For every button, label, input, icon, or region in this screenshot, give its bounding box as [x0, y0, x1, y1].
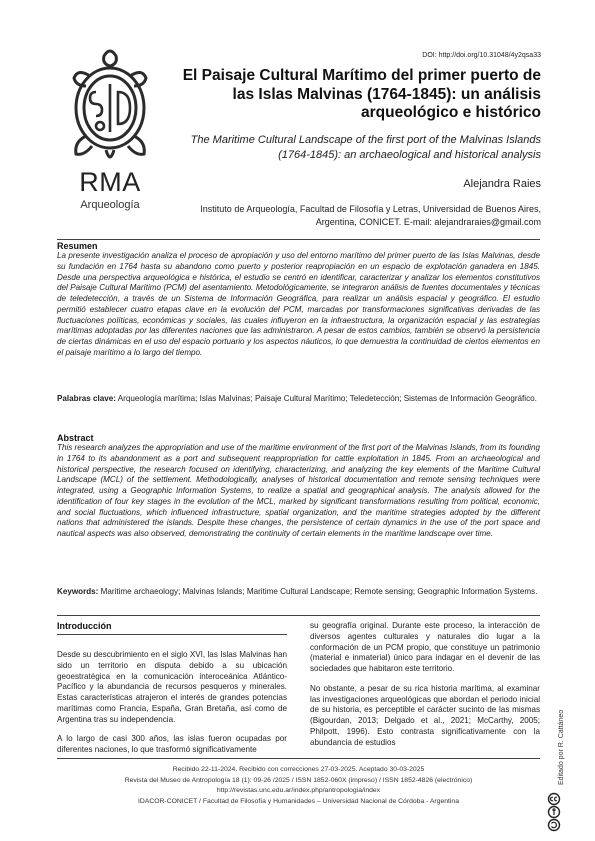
resumen-text: La presente investigación analiza el proceso de apropiación y uso del entorno marítimo del primer puerto de las Islas Malvinas, desde su fundación en 1764 hasta su abandono como puerto y posterior reapropiación en un espacio de explotación ganadera en 1845. Desde una perspectiva arqueológica e histórica, el estudio se centró en identificar, caracterizar y analizar los elementos constitutivos del Paisaje Cultural Marítimo (PCM) del asentamiento. Metodológicamente, se integraron análisis de fuentes documentales y técnicas de teledetección, a través de un Sistema de Información Geográfica, para realizar un análisis espacial y geográfico. El estudio permitió establecer cuatro etapas clave en la evolución del PCM, marcadas por transformaciones significativas derivadas de las fluctuaciones políticas, económicas y sociales, las cuales influyeron en la infraestructura, la organización espacial y las estrategias marítimas adoptadas por las diferentes naciones que las administraron. A pesar de estos cambios, también se observó la persistencia de ciertas dinámicas en el uso del espacio portuario y los aspectos náuticos, lo que demuestra la continuidad de ciertos elementos en el paisaje marítimo a lo largo del tiempo.: [57, 251, 540, 357]
article-title-english: The Maritime Cultural Landscape of the first port of the Malvinas Islands (1764-1845): an archaeological and historical analysis: [190, 134, 541, 161]
footer-dates: Recibido 22-11-2024. Recibido con correcciones 27-03-2025. Aceptado 30-03-2025: [172, 766, 425, 773]
editor-credit-text: Editado por R. Cattáneo: [558, 709, 565, 785]
journal-logo: [50, 46, 170, 211]
intro-heading: [57, 621, 287, 635]
intro-column-right: [310, 621, 540, 757]
palabras-clave-text: Arqueología marítima; Islas Malvinas; Paisaje Cultural Marítimo; Teledetección; Sistemas de Información Geográfico.: [117, 394, 537, 403]
editor-credit: [547, 690, 565, 790]
intro-paragraph: A lo largo de casi 300 años, las islas fueron ocupadas por diferentes naciones, lo que trasformó significativamente: [57, 734, 287, 754]
palabras-clave-label: Palabras clave:: [57, 394, 116, 403]
intro-paragraph: No obstante, a pesar de su rica historia marítima, al examinar las investigaciones arqueológicas que abordan el periodo inicial de su historia, es perceptible el carácter sucinto de las mismas (Bigourdan, 2013; Delgado et al., 2021; McCarthy, 2005; Philpott, 1996). Esto contrasta significativamente con la abundancia de estudios: [310, 683, 540, 747]
keywords-text: Maritime archaeology; Malvinas Islands; Maritime Cultural Landscape; Remote sensing; Geographic Information Systems.: [100, 587, 538, 596]
intro-column-left: [57, 621, 287, 765]
journal-acronym: RMA: [79, 167, 141, 197]
turtle-emblem-icon: [60, 46, 160, 171]
footer-journal: Revista del Museo de Antropología 18 (1): 09-26 /2025 / ISSN 1852-060X (impreso) / ISSN 1852-4826 (electrónico): [124, 776, 473, 784]
palabras-clave: [57, 394, 540, 405]
footer-institution: IDACOR-CONICET / Facultad de Filosofía y Humanidades – Universidad Nacional de Córdoba - Argentina: [138, 797, 459, 805]
keywords-label: Keywords:: [57, 587, 99, 596]
page-footer: [57, 765, 540, 807]
article-title: El Paisaje Cultural Marítimo del primer puerto de las Islas Malvinas (1764-1845): un análisis arqueológico e histórico: [182, 67, 541, 122]
intro-heading-text: Introducción: [57, 621, 112, 631]
intro-paragraph: Desde su descubrimiento en el siglo XVI, las Islas Malvinas han sido un territorio en disputa debido a su ubicación geoestratégica en la comunicación interoceánica Atlántico-Pacífico y la abundancia de recursos pesqueros y minerales. Estas características atrajeron el interés de grandes potencias marítimas como Francia, España, Gran Bretaña, así como de Argentina tras su independencia.: [57, 650, 287, 724]
journal-subtitle: Arqueología: [80, 199, 140, 211]
creative-commons-by-nc-sa-icon[interactable]: [543, 792, 565, 832]
divider-footer: [57, 758, 540, 759]
doi-link[interactable]: DOI: http://doi.org/10.31048/4y2qsa33: [422, 52, 541, 59]
divider-middle: [57, 615, 540, 616]
intro-paragraph: su geografía original. Durante este proceso, la interacción de diversos agentes culturales y naturales dio lugar a la conformación de un PCM propio, que constituye un patrimonio (material e inmaterial) único para indagar en el devenir de las sociedades que habitaron este territorio.: [310, 621, 540, 673]
abstract-section: [57, 433, 540, 540]
abstract-text: This research analyzes the appropriation and use of the maritime environment of the first port of the Malvinas Islands, from its founding in 1764 to its abandonment as a port and subsequent reappropriation for cattle exploitation in 1845. From an archaeological and historical perspective, the research focused on identifying, characterizing, and analyzing the key elements of the Maritime Cultural Landscape (MCL) of the settlement. Methodologically, analyses of historical documentation and remote sensing techniques were integrated, using a Geographic Information Systems, to realize a spatial and geographical analysis. The analysis allowed for the identification of four key stages in the evolution of the MCL, marked by significant transformations resulting from political, economic, and social fluctuations, which influenced infrastructure, spatial organization, and the maritime strategies adopted by the different nations that administered the islands. Despite these changes, the persistence of certain dynamics in the use of the port space and nautical aspects was also observed, demonstrating the continuity of certain elements in the maritime landscape over time.: [57, 443, 540, 538]
abstract-heading: Abstract: [57, 433, 94, 443]
author-affiliation: Instituto de Arqueología, Facultad de Filosofía y Letras, Universidad de Buenos Aires, Argentina, CONICET. E-mail: alejandraraies@gmail.com: [200, 204, 541, 227]
author-name: Alejandra Raies: [463, 178, 541, 190]
resumen-heading: Resumen: [57, 241, 98, 251]
resumen-section: [57, 241, 540, 359]
footer-url[interactable]: http://revistas.unc.edu.ar/index.php/antropologia/index: [216, 787, 381, 795]
divider-top: [57, 239, 540, 240]
keywords: [57, 587, 540, 598]
intro-heading-rule: [57, 634, 287, 635]
